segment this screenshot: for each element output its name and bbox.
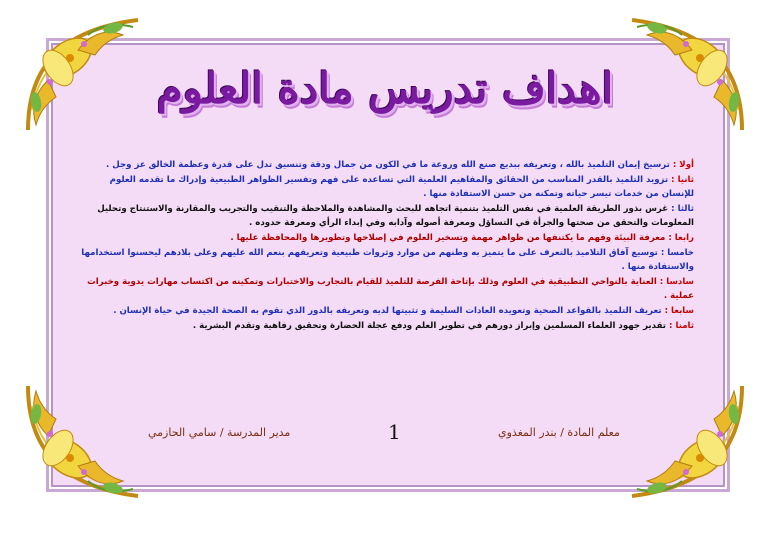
teacher-signature: معلم المادة / بندر المغذوي xyxy=(498,426,620,439)
objective-item xyxy=(78,231,694,246)
objective-text: تقدير جهود العلماء المسلمين وإبراز دورهم في تطوير العلم ودفع عجلة الحضارة وتحقيق رفاهية وتقدم البشرية . xyxy=(192,320,667,331)
page-number: 1 xyxy=(388,420,401,444)
document-page xyxy=(18,10,752,506)
principal-signature: مدير المدرسة / سامي الحازمي xyxy=(148,426,291,439)
objective-lead: أولا : xyxy=(672,160,694,170)
page-footer xyxy=(88,420,688,450)
objective-text: تعريف التلميذ بالقواعد الصحية وتعويده العادات السليمة و تثبيتها لديه وتعريفه بالدور الذي تقوم به الصحة الجيدة في حياة الإنسان . xyxy=(113,305,662,316)
objective-item xyxy=(78,202,694,231)
objective-text: توسيع آفاق التلاميذ بالتعرف على ما يتميز به وطنهم من موارد وثروات طبيعية وتعريفهم بنعم الله عليهم وعلى بلادهم ليحسنوا استخدامها والاستفادة منها . xyxy=(81,247,694,273)
objective-text: معرفة البيئة وفهم ما يكتنفها من ظواهر مهمة وتسخير العلوم في إصلاحها وتطويرها والمحافظة عليها . xyxy=(230,232,666,243)
objective-text: تزويد التلميذ بالقدر المناسب من الحقائق والمفاهيم العلمية التي تساعده على فهم وتفسير الظواهر الطبيعية وإدراك ما تقدمه العلوم للإنسان من خدمات تيسر حياته وتمكنه من حسن الاستفادة منها . xyxy=(109,174,694,200)
objective-item xyxy=(78,158,694,173)
objective-lead: سادسا : xyxy=(659,276,694,287)
page-title: اهداف تدريس مادة العلوم xyxy=(156,64,614,113)
objective-lead: ثامنا : xyxy=(669,320,694,331)
objective-text: ترسيخ إيمان التلميذ بالله ، وتعريفه ببديع صنع الله وروعة ما في الكون من جمال ودقة وتنسيق تدل على قدرة وعظمة الخالق عز وجل . xyxy=(106,160,670,170)
objective-lead: رابعا : xyxy=(668,232,694,243)
objectives-list xyxy=(78,158,694,333)
objective-item xyxy=(78,304,694,319)
objective-item xyxy=(78,246,694,275)
objective-lead: سابعا : xyxy=(664,305,694,316)
objective-text: غرس بذور الطريقة العلمية في نفس التلميذ بتنمية اتجاهه للبحث والمشاهدة والملاحظة والتنقيب والتجريب والمقارنة والاستنتاج وتحليل المعلومات والتحقق من صحتها والجرأة في التساؤل ومعرفة أصوله وآدابه وفي إبداء الرأي ومعرفة حدوده . xyxy=(97,203,694,229)
objective-item xyxy=(78,173,694,202)
objective-lead: ثانيا : xyxy=(671,174,694,185)
objective-lead: ثالثا : xyxy=(671,203,694,214)
objective-item xyxy=(78,319,694,334)
objective-item xyxy=(78,275,694,304)
objective-text: العناية بالنواحي التطبيقية في العلوم وذلك بإتاحة الفرصة للتلميذ للقيام بالتجارب والاختبارات وتمكينه من اكتساب مهارات يدوية وخبرات عملية . xyxy=(87,276,694,302)
objective-lead: خامسا : xyxy=(660,247,694,258)
